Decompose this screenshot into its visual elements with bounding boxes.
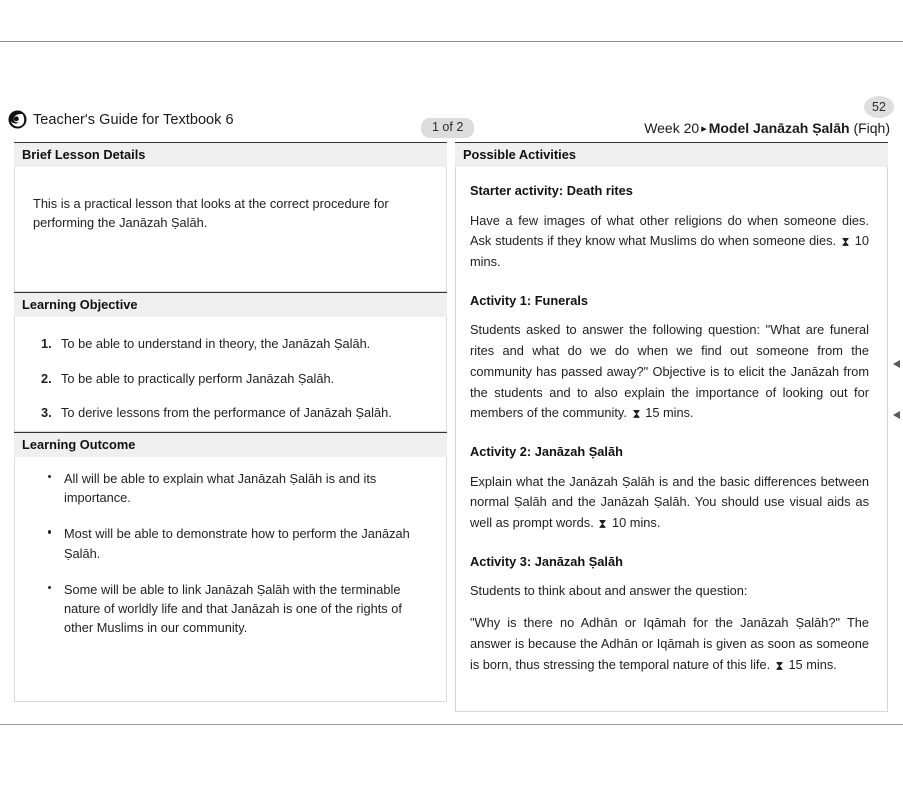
activity-block: [470, 183, 869, 273]
activity-block: [470, 554, 869, 676]
panel-heading-activities: Possible Activities: [455, 142, 888, 167]
activity-body-text: Have a few images of what other religions do when someone dies. Ask students if they know what Muslims do when someone dies.: [470, 212, 869, 249]
lesson-title: Model Janāzah Ṣalāh: [708, 120, 850, 136]
left-column: [14, 142, 447, 687]
list-item: [31, 335, 432, 354]
objective-list: [31, 335, 432, 423]
content-columns: [14, 142, 888, 687]
list-text: To be able to practically perform Janāzah Ṣalāh.: [61, 370, 335, 386]
activity-body: [470, 320, 869, 424]
list-marker: 2.: [41, 370, 52, 386]
activity-block: [470, 444, 869, 534]
panel-body-outcome: [14, 457, 447, 702]
activity-body: [470, 211, 869, 273]
folio-number: 52: [864, 96, 894, 118]
brief-lesson-text: This is a practical lesson that looks at the correct procedure for performing the Janāzah Ṣalāh.: [33, 195, 389, 231]
list-text: To be able to understand in theory, the Janāzah Ṣalāh.: [61, 335, 371, 351]
lesson-subject: (Fiqh): [853, 120, 890, 136]
activity-block: [470, 293, 869, 424]
hourglass-icon: ⧗: [775, 657, 784, 673]
activity-title: Activity 3: Janāzah Ṣalāh: [470, 553, 623, 569]
page-top-rule: [0, 41, 903, 42]
list-item: [31, 404, 432, 423]
activity-body-text: Explain what the Janāzah Ṣalāh is and the basic differences between normal Ṣalāh and the Janāzah Ṣalāh. You should use visual aids as well as prompt words.: [470, 473, 869, 531]
bullet-dot-icon: [48, 586, 51, 589]
panel-possible-activities: [455, 142, 888, 712]
panel-body-brief: [14, 167, 447, 292]
edge-marker-lower-icon: [893, 411, 900, 419]
outcome-list: [31, 469, 430, 637]
panel-brief-lesson-details: [14, 142, 447, 292]
bullet-dot-icon: [48, 530, 51, 533]
activity-body: [470, 472, 869, 534]
edge-marker-upper-icon: [893, 360, 900, 368]
list-marker: 1.: [41, 335, 52, 351]
panel-body-objective: [14, 317, 447, 432]
week-label: Week 20: [644, 120, 700, 136]
brand: [8, 110, 234, 129]
list-text: All will be able to explain what Janāzah Ṣalāh is and its importance.: [64, 470, 377, 506]
hourglass-icon: ⧗: [841, 234, 850, 250]
activity-duration: 15 mins.: [788, 656, 837, 672]
bullet-dot-icon: [48, 475, 51, 478]
page-indicator-pill: 1 of 2: [421, 118, 474, 138]
activity-duration: 15 mins.: [645, 405, 694, 421]
panel-learning-outcome: [14, 432, 447, 702]
panel-heading-outcome: Learning Outcome: [14, 432, 447, 457]
activity-duration: 10 mins.: [612, 515, 661, 531]
list-text: Some will be able to link Janāzah Ṣalāh with the terminable nature of worldly life and that Janāzah is one of the rights of other Muslims in our community.: [64, 581, 402, 636]
brand-title: Teacher's Guide for Textbook 6: [33, 111, 234, 128]
list-item: [31, 370, 432, 389]
list-text: Most will be able to demonstrate how to perform the Janāzah Ṣalāh.: [64, 526, 410, 561]
panel-heading-objective: Learning Objective: [14, 292, 447, 317]
hourglass-icon: ⧗: [632, 406, 640, 422]
activity-intro: Students to think about and answer the question:: [470, 583, 748, 599]
list-item: [31, 469, 430, 507]
panel-learning-objective: [14, 292, 447, 432]
right-column: [455, 142, 888, 687]
activity-title: Starter activity: Death rites: [470, 182, 633, 198]
activity-title: Activity 2: Janāzah Ṣalāh: [470, 443, 623, 459]
activity-duration: 10 mins.: [470, 233, 869, 270]
page-bottom-rule: [0, 724, 903, 725]
activity-title: Activity 1: Funerals: [470, 292, 589, 308]
lesson-reference: [644, 120, 890, 136]
list-item: [31, 524, 430, 562]
panel-body-activities: [455, 167, 888, 712]
hourglass-icon: ⧗: [598, 516, 607, 532]
list-item: [31, 580, 430, 638]
swirl-circle-logo-icon: [8, 110, 27, 129]
panel-heading-brief: Brief Lesson Details: [14, 142, 447, 167]
activity-body-text: "Why is there no Adhān or Iqāmah for the Janāzah Ṣalāh?" The answer is because the Adhān or Iqāmah is given as soon as someone is born, thus stressing the temporal nature of this life.: [470, 615, 869, 672]
chevron-right-icon: ▸: [701, 123, 707, 135]
list-marker: 3.: [41, 405, 52, 421]
list-text: To derive lessons from the performance of Janāzah Ṣalāh.: [61, 405, 392, 421]
activity-body-text: Students asked to answer the following question: "What are funeral rites and what do we do when we find out someone from the community has passed away?" Objective is to elicit the Janāzah from the students and to also explain the importance of looking out for members of the community.: [470, 322, 869, 421]
activity-body: [470, 613, 869, 675]
